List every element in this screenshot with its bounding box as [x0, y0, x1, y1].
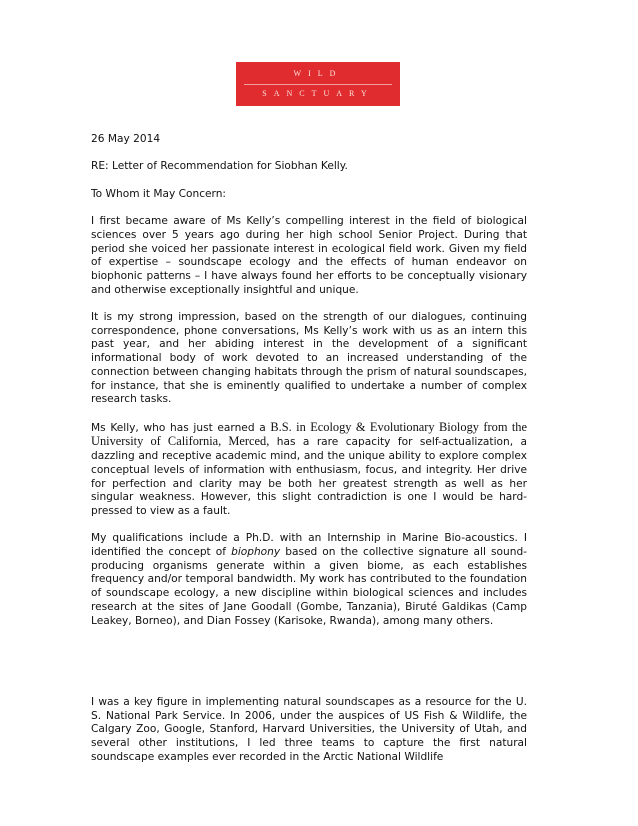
letter-date: 26 May 2014	[91, 133, 161, 145]
paragraph-4-rest: based on the collective signature all sound-producing organisms generate within a given biome, as each establishes frequency and/or temporal bandwidth. My work has contributed to the foundation of soundscape ecology, a new discipline within biological sciences and includes research at the sites of Jane Goodall (Gombe, Tanzania), Biruté Galdikas (Camp Leakey, Borneo), and Dian Fossey (Karisoke, Rwanda), among many others.	[91, 546, 527, 627]
paragraph-4	[91, 532, 527, 628]
letter-salutation: To Whom it May Concern:	[91, 187, 226, 200]
biophony-term: biophony	[231, 546, 281, 558]
paragraph-1: I first became aware of Ms Kelly’s compelling interest in the field of biological sciences over 5 years ago during her high school Senior Project. During that period she voiced her passionate interest in ecological field work. Given my field of expertise – soundscape ecology and the effects of human endeavor on biophonic patterns – I have always found her efforts to be conceptually visionary and otherwise exceptionally insightful and unique.	[91, 215, 527, 296]
paragraph-5: I was a key figure in implementing natural soundscapes as a resource for the U. S. National Park Service. In 2006, under the auspices of US Fish & Wildlife, the Calgary Zoo, Google, Stanford, Harvard Universities, the University of Utah, and several other institutions, I led three teams to capture the first natural soundscape examples ever recorded in the Arctic National Wildlife	[91, 695, 527, 763]
paragraph-2: It is my strong impression, based on the strength of our dialogues, continuing correspondence, phone conversations, Ms Kelly’s work with us as an intern this past year, and her abiding interest in the development of a significant informational body of work devoted to an increased understanding of the connection between changing habitats through the prism of natural soundscapes, for instance, that she is eminently qualified to undertake a number of complex research tasks.	[91, 311, 527, 406]
paragraph-3	[91, 421, 527, 519]
degree-phrase: B.S. in Ecology & Evolutionary Biology from the University of California, Merced,	[91, 419, 527, 449]
logo-line-sanctuary: SANCTUARY	[262, 89, 374, 98]
letter-subject: RE: Letter of Recommendation for Siobhan Kelly.	[91, 160, 348, 173]
page-break-space	[91, 642, 527, 696]
logo-divider	[244, 84, 392, 85]
logo-line-wild: WILD	[293, 69, 343, 78]
paragraph-3-rest: has a rare capacity for self-actualization, a dazzling and receptive academic mind, and the unique ability to explore complex conceptual levels of information with enthusiasm, focus, and integrity. Her drive for perfection and clarity may be both her greatest strength as well as her singular weakness. However, this slight contradiction is one I would be hard-pressed to view as a fault.	[91, 436, 527, 517]
wild-sanctuary-logo	[236, 62, 400, 106]
letter-body	[91, 133, 527, 778]
paragraph-4-intro: My qualifications include a Ph.D. with an Internship in Marine Bio-acoustics. I identified the concept of	[91, 532, 527, 558]
paragraph-3-intro: Ms Kelly, who has just earned a	[91, 421, 271, 434]
